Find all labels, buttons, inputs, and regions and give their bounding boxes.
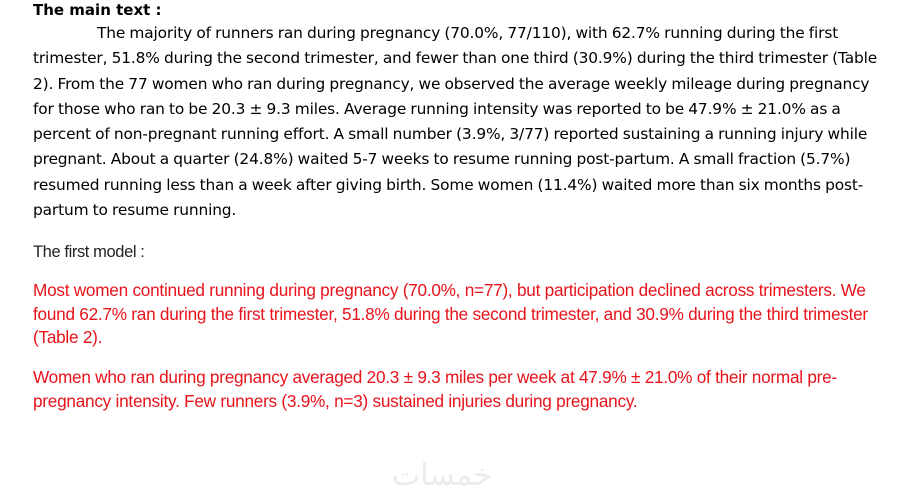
first-model-paragraph-2: Women who ran during pregnancy averaged 20.3 ± 9.3 miles per week at 47.9% ± 21.0% of their normal pre-pregnancy intensity. Few runners (3.9%, n=3) sustained injuries during pregnancy.: [33, 367, 837, 411]
first-model-heading: The first model :: [33, 243, 145, 261]
first-model-paragraph-1: Most women continued running during pregnancy (70.0%, n=77), but participation declined across trimesters. We found 62.7% ran during the first trimester, 51.8% during the second trimester, and 30.9% during the third trimester (Table 2).: [33, 280, 868, 348]
watermark-logo: خمسات: [392, 458, 493, 493]
main-text-heading: The main text :: [33, 1, 162, 19]
main-text-paragraph: The majority of runners ran during pregnancy (70.0%, 77/110), with 62.7% running during the first trimester, 51.8% during the second trimester, and fewer than one third (30.9%) during the third trimester (Table 2). From the 77 women who ran during pregnancy, we observed the average weekly mileage during pregnancy for those who ran to be 20.3 ± 9.3 miles. Average running intensity was reported to be 47.9% ± 21.0% as a percent of non-pregnant running effort. A small number (3.9%, 3/77) reported sustaining a running injury while pregnant. About a quarter (24.8%) waited 5-7 weeks to resume running post-partum. A small fraction (5.7%) resumed running less than a week after giving birth. Some women (11.4%) waited more than six months post-partum to resume running.: [33, 24, 878, 220]
